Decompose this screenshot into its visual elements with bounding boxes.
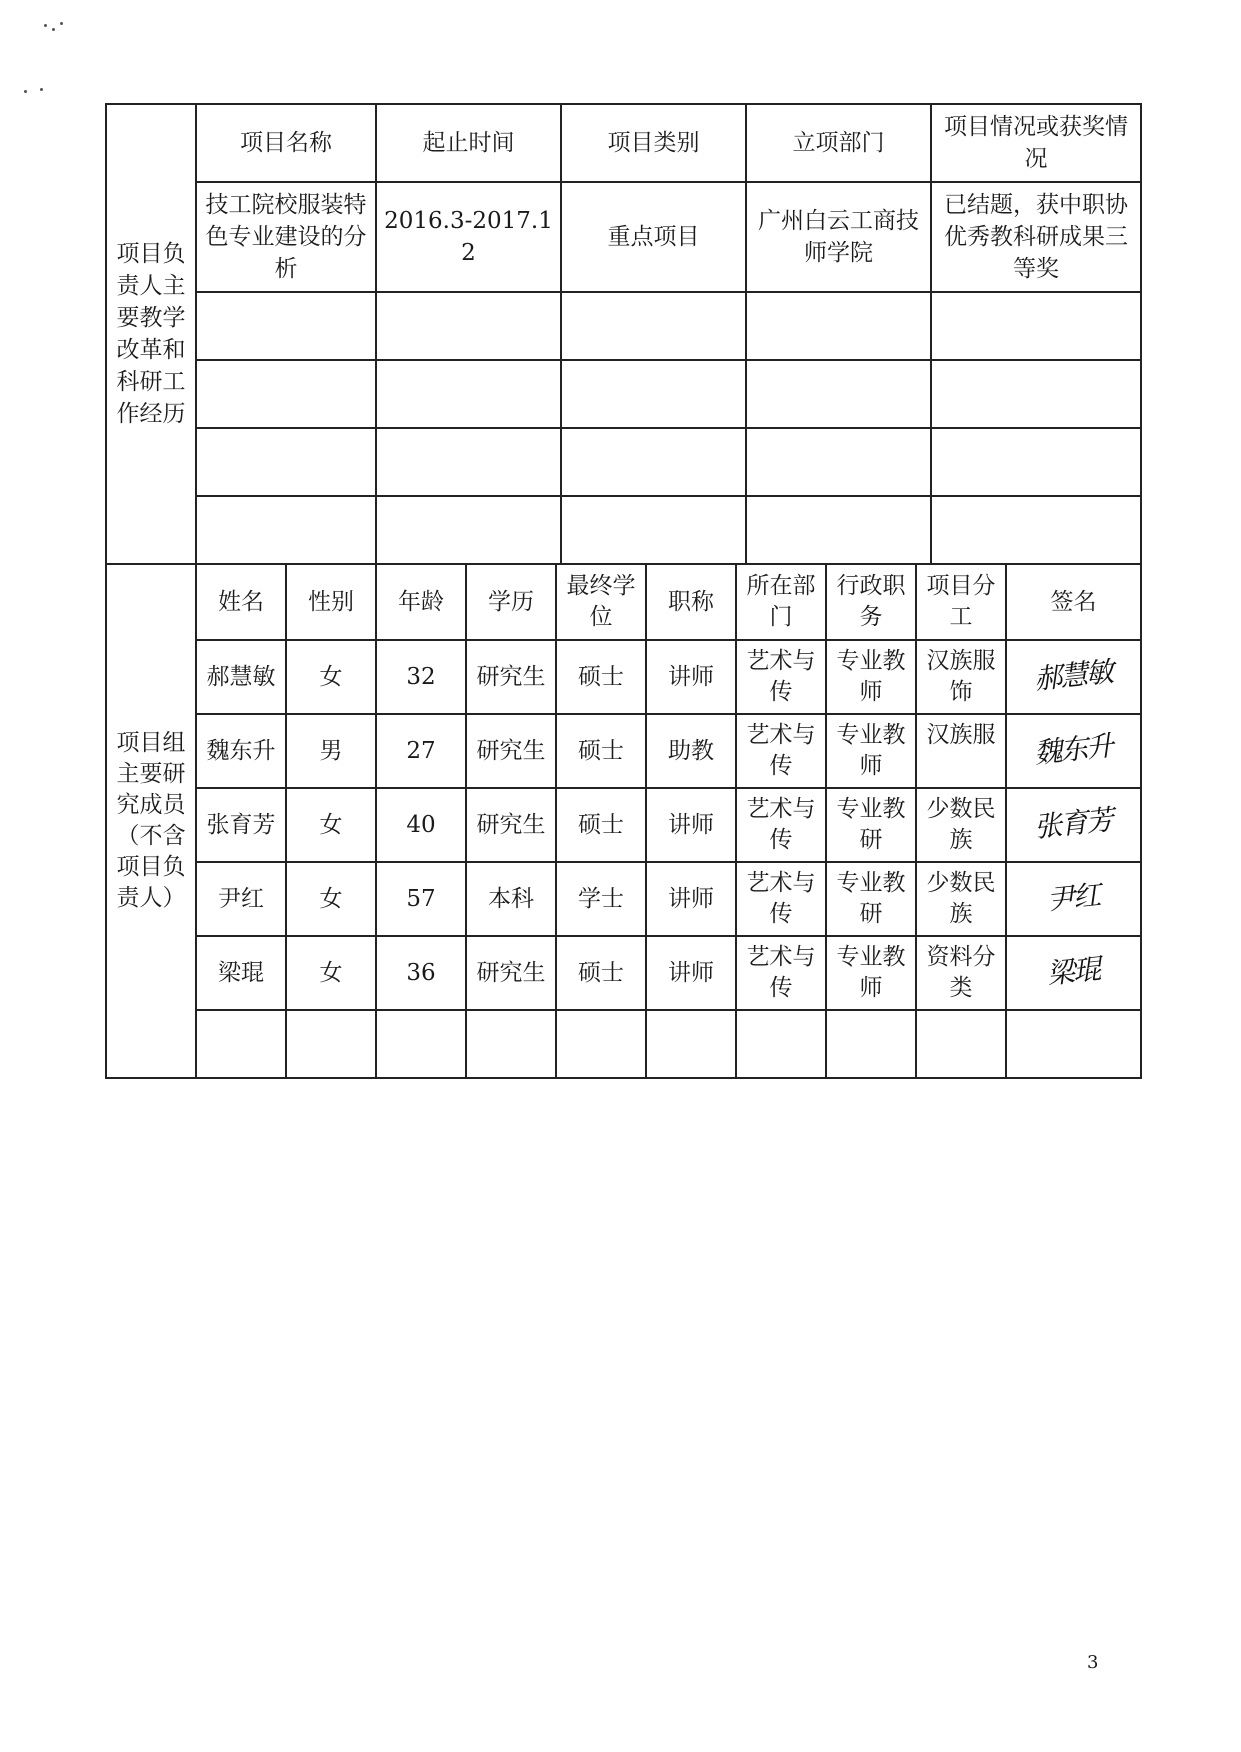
member-position [826, 936, 916, 1010]
member-row [106, 640, 1141, 714]
member-age: 27 [376, 714, 466, 788]
member-position-text: 专业教研 [836, 870, 906, 927]
member-education: 研究生 [466, 936, 556, 1010]
cell-empty [561, 292, 746, 360]
cell-empty [746, 292, 931, 360]
header-name: 姓名 [196, 564, 286, 640]
cell-empty [196, 360, 376, 428]
member-education: 研究生 [466, 714, 556, 788]
member-degree: 学士 [556, 862, 646, 936]
member-role [916, 862, 1006, 936]
cell-empty [931, 360, 1141, 428]
member-row [106, 788, 1141, 862]
cell-empty [931, 496, 1141, 564]
signature-image: 郝慧敏 [1032, 655, 1115, 696]
page-number: 3 [1087, 1652, 1099, 1673]
member-gender: 女 [286, 788, 376, 862]
member-position [826, 862, 916, 936]
member-position [826, 788, 916, 862]
member-title: 讲师 [646, 936, 736, 1010]
member-education: 研究生 [466, 788, 556, 862]
member-signature [1006, 640, 1141, 714]
member-dept-text: 艺术与传 [746, 870, 816, 927]
cell-empty [376, 496, 561, 564]
members-section-label: 项目组主要研究成员（不含项目负责人） [106, 564, 196, 1078]
member-position-text: 专业教研 [836, 796, 906, 853]
cell-empty [376, 1010, 466, 1078]
header-dept: 所在部门 [736, 564, 826, 640]
project-form [105, 103, 1140, 1079]
table-row [106, 360, 1141, 428]
member-signature [1006, 936, 1141, 1010]
member-dept-text: 艺术与传 [746, 796, 816, 853]
member-gender: 女 [286, 640, 376, 714]
member-degree: 硕士 [556, 640, 646, 714]
cell-empty [931, 428, 1141, 496]
member-role-text: 少数民族 [926, 870, 996, 927]
header-age: 年龄 [376, 564, 466, 640]
member-degree: 硕士 [556, 714, 646, 788]
cell-empty [561, 496, 746, 564]
cell-empty [646, 1010, 736, 1078]
member-education: 研究生 [466, 640, 556, 714]
member-dept-text: 艺术与传 [746, 648, 816, 705]
member-gender: 女 [286, 936, 376, 1010]
header-category: 项目类别 [561, 104, 746, 182]
cell-empty [1006, 1010, 1141, 1078]
member-title: 讲师 [646, 640, 736, 714]
cell-empty [196, 1010, 286, 1078]
cell-empty [746, 428, 931, 496]
member-role [916, 788, 1006, 862]
member-role-text: 资料分类 [926, 944, 996, 1001]
member-title: 讲师 [646, 862, 736, 936]
member-gender: 男 [286, 714, 376, 788]
signature-image: 魏东升 [1032, 729, 1115, 770]
table-row [106, 428, 1141, 496]
signature-image: 张育芳 [1032, 803, 1115, 844]
experience-section-label: 项目负责人主要教学改革和科研工作经历 [106, 104, 196, 564]
header-period: 起止时间 [376, 104, 561, 182]
table-row [106, 292, 1141, 360]
member-position [826, 714, 916, 788]
cell-empty [561, 428, 746, 496]
members-table [105, 563, 1142, 1079]
member-role-text: 汉族服 [926, 722, 996, 748]
header-education: 学历 [466, 564, 556, 640]
member-row [106, 862, 1141, 936]
cell-outcome: 已结题，获中职协优秀教科研成果三等奖 [931, 182, 1141, 292]
member-age: 40 [376, 788, 466, 862]
cell-empty [561, 360, 746, 428]
cell-empty [736, 1010, 826, 1078]
header-role: 项目分工 [916, 564, 1006, 640]
cell-empty [916, 1010, 1006, 1078]
cell-empty [746, 360, 931, 428]
member-signature [1006, 862, 1141, 936]
cell-category: 重点项目 [561, 182, 746, 292]
cell-empty [466, 1010, 556, 1078]
cell-empty [376, 360, 561, 428]
cell-project-name: 技工院校服装特色专业建设的分析 [196, 182, 376, 292]
member-age: 32 [376, 640, 466, 714]
header-outcome: 项目情况或获奖情况 [931, 104, 1141, 182]
member-signature [1006, 788, 1141, 862]
header-department: 立项部门 [746, 104, 931, 182]
cell-empty [376, 292, 561, 360]
table-row [106, 496, 1141, 564]
member-role [916, 936, 1006, 1010]
member-position [826, 640, 916, 714]
cell-empty [286, 1010, 376, 1078]
cell-empty [196, 292, 376, 360]
member-age: 57 [376, 862, 466, 936]
member-role-text: 少数民族 [926, 796, 996, 853]
member-dept [736, 640, 826, 714]
member-dept-text: 艺术与传 [746, 722, 816, 779]
cell-empty [556, 1010, 646, 1078]
signature-image: 梁琨 [1045, 952, 1102, 991]
member-role [916, 714, 1006, 788]
member-position-text: 专业教师 [836, 944, 906, 1001]
member-position-text: 专业教师 [836, 648, 906, 705]
member-dept [736, 936, 826, 1010]
member-age: 36 [376, 936, 466, 1010]
member-position-text: 专业教师 [836, 722, 906, 779]
cell-department: 广州白云工商技师学院 [746, 182, 931, 292]
cell-empty [196, 428, 376, 496]
cell-empty [376, 428, 561, 496]
member-dept [736, 714, 826, 788]
cell-empty [196, 496, 376, 564]
member-name: 张育芳 [196, 788, 286, 862]
member-name: 魏东升 [196, 714, 286, 788]
table-row [106, 1010, 1141, 1078]
member-role-text: 汉族服饰 [926, 648, 996, 705]
member-name: 郝慧敏 [196, 640, 286, 714]
member-dept [736, 862, 826, 936]
cell-empty [826, 1010, 916, 1078]
member-title: 助教 [646, 714, 736, 788]
member-name: 梁琨 [196, 936, 286, 1010]
member-degree: 硕士 [556, 936, 646, 1010]
signature-image: 尹红 [1045, 878, 1102, 917]
table-row [106, 182, 1141, 292]
member-education: 本科 [466, 862, 556, 936]
cell-empty [746, 496, 931, 564]
member-row [106, 936, 1141, 1010]
header-title: 职称 [646, 564, 736, 640]
cell-period: 2016.3-2017.12 [376, 182, 561, 292]
member-dept [736, 788, 826, 862]
member-row [106, 714, 1141, 788]
header-signature: 签名 [1006, 564, 1141, 640]
member-title: 讲师 [646, 788, 736, 862]
header-gender: 性别 [286, 564, 376, 640]
header-degree: 最终学位 [556, 564, 646, 640]
cell-empty [931, 292, 1141, 360]
experience-table [105, 103, 1142, 565]
member-name: 尹红 [196, 862, 286, 936]
header-project-name: 项目名称 [196, 104, 376, 182]
member-gender: 女 [286, 862, 376, 936]
member-dept-text: 艺术与传 [746, 944, 816, 1001]
member-signature [1006, 714, 1141, 788]
member-degree: 硕士 [556, 788, 646, 862]
header-position: 行政职务 [826, 564, 916, 640]
member-role [916, 640, 1006, 714]
scan-specks [40, 22, 120, 112]
